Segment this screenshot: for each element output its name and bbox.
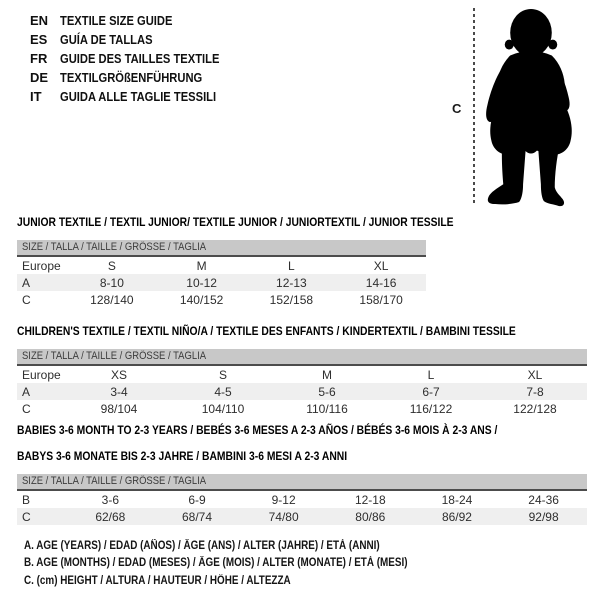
language-code: FR (30, 51, 48, 66)
size-value-cell: 152/158 (269, 292, 314, 307)
size-value-cell: 86/92 (441, 509, 472, 524)
language-label: GUIDE DES TAILLES TEXTILE (60, 51, 220, 66)
size-header-bar (17, 349, 587, 366)
silhouette-ear-left (505, 40, 514, 50)
footnote (24, 538, 470, 555)
table-row (17, 491, 587, 508)
language-row (30, 49, 245, 68)
size-value-cell: XL (373, 258, 389, 273)
footnote-text: A. AGE (YEARS) / EDAD (AÑOS) / ÂGE (ANS) / ALTER (JAHRE) / ETÀ (ANNI) (24, 540, 380, 552)
size-value-cell: L (427, 367, 435, 382)
table-row (17, 508, 587, 525)
size-value-cell: 5-6 (318, 384, 336, 399)
row-label-cell: C (22, 509, 31, 524)
size-value-cell: 104/110 (201, 401, 245, 416)
footnote-text: C. (cm) HEIGHT / ALTURA / HAUTEUR / HÖHE / ALTEZZA (24, 574, 291, 587)
silhouette-leg-left (488, 143, 526, 205)
language-list (30, 11, 245, 106)
size-value-cell: 68/74 (181, 509, 212, 524)
language-label: GUÍA DE TALLAS (60, 32, 153, 47)
table-row (17, 400, 587, 417)
size-table (17, 491, 587, 525)
language-row (30, 30, 245, 49)
row-label-cell: A (22, 275, 31, 290)
table-row (17, 366, 587, 383)
size-value-cell: 14-16 (365, 275, 397, 290)
language-row (30, 68, 245, 87)
size-value-cell: 110/116 (306, 401, 348, 416)
size-value-cell: 12-18 (354, 492, 386, 507)
silhouette-leg-right (538, 145, 564, 207)
row-label-cell: C (22, 292, 31, 307)
size-value-cell: XL (527, 367, 543, 382)
language-code: ES (30, 32, 48, 47)
size-value-cell: 9-12 (271, 492, 296, 507)
size-value-cell: 122/128 (513, 401, 557, 416)
language-label: GUIDA ALLE TAGLIE TESSILI (60, 89, 217, 104)
table-row (17, 383, 587, 400)
size-value-cell: 6-9 (188, 492, 206, 507)
table-title-text: CHILDREN'S TEXTILE / TEXTIL NIÑO/A / TEXTILE DES ENFANTS / KINDERTEXTIL / BAMBINI TESSILE (17, 324, 516, 338)
size-header-text: SIZE / TALLA / TAILLE / GRÖSSE / TAGLIA (22, 241, 207, 253)
language-code: EN (30, 13, 49, 28)
size-value-cell: 98/104 (100, 401, 138, 416)
size-value-cell: 128/140 (90, 292, 134, 307)
size-value-cell: 158/170 (359, 292, 403, 307)
table-title-text: JUNIOR TEXTILE / TEXTIL JUNIOR/ TEXTILE JUNIOR / JUNIORTEXTIL / JUNIOR TESSILE (17, 215, 454, 229)
footnote-list (24, 538, 470, 590)
table-row (17, 291, 426, 308)
row-label-cell: Europe (22, 367, 61, 382)
table-title (17, 448, 587, 465)
silhouette-ear-right (548, 40, 557, 50)
size-value-cell: L (288, 258, 295, 273)
size-table (17, 366, 587, 417)
row-label-cell: C (22, 401, 31, 416)
table-title (17, 214, 454, 231)
size-table-junior (17, 214, 454, 308)
table-title-text: BABYS 3-6 MONATE BIS 2-3 JAHRE / BAMBINI 3-6 MESI A 2-3 ANNI (17, 449, 348, 463)
size-table-babies (17, 422, 587, 525)
table-row (17, 257, 426, 274)
language-label: TEXTILE SIZE GUIDE (60, 13, 173, 28)
size-value-cell: XS (110, 367, 127, 382)
size-header-text: SIZE / TALLA / TAILLE / GRÖSSE / TAGLIA (22, 475, 207, 487)
size-value-cell: 8-10 (99, 275, 124, 290)
size-value-cell: 92/98 (528, 509, 559, 524)
size-value-cell: M (322, 367, 332, 382)
row-label-cell: B (22, 492, 31, 507)
size-value-cell: 140/152 (179, 292, 224, 307)
silhouette-head (510, 9, 552, 57)
footnote-text: B. AGE (MONTHS) / EDAD (MESES) / ÂGE (MOIS) / ALTER (MONATE) / ETÀ (MESI) (24, 557, 408, 570)
table-title-text: BABIES 3-6 MONTH TO 2-3 YEARS / BEBÉS 3-6 MESES A 2-3 AÑOS / BÉBÉS 3-6 MOIS À 2-3 ANS / (17, 423, 498, 437)
table-title (17, 422, 587, 439)
language-row (30, 11, 245, 30)
footnote (24, 555, 470, 572)
size-value-cell: 80/86 (355, 509, 386, 524)
language-code: DE (30, 70, 49, 85)
height-measure-label: C (452, 101, 462, 116)
row-label-cell: Europe (22, 258, 61, 273)
size-value-cell: S (107, 258, 116, 273)
size-value-cell: 24-36 (528, 492, 559, 507)
size-value-cell: 12-13 (276, 275, 307, 290)
size-value-cell: 7-8 (526, 384, 544, 399)
size-value-cell: 74/80 (268, 509, 299, 524)
table-row (17, 274, 426, 291)
size-value-cell: 62/68 (95, 509, 126, 524)
language-row (30, 87, 245, 106)
toddler-silhouette (482, 4, 578, 208)
footnote (24, 573, 470, 590)
size-value-cell: 10-12 (186, 275, 217, 290)
size-header-bar (17, 474, 587, 491)
size-value-cell: 3-6 (101, 492, 119, 507)
size-value-cell: M (196, 258, 207, 273)
size-value-cell: 18-24 (441, 492, 473, 507)
size-value-cell: 4-5 (214, 384, 232, 399)
size-header-text: SIZE / TALLA / TAILLE / GRÖSSE / TAGLIA (22, 350, 207, 362)
table-title (17, 323, 587, 340)
size-value-cell: 116/122 (409, 401, 453, 416)
size-value-cell: 6-7 (422, 384, 440, 399)
size-table (17, 257, 426, 308)
size-value-cell: S (218, 367, 227, 382)
size-table-children (17, 323, 587, 417)
height-measure-line (473, 8, 475, 206)
size-header-bar (17, 240, 426, 257)
size-value-cell: 3-4 (110, 384, 128, 399)
row-label-cell: A (22, 384, 31, 399)
language-code: IT (30, 89, 42, 104)
language-label: TEXTILGRÖßENFÜHRUNG (60, 70, 203, 85)
